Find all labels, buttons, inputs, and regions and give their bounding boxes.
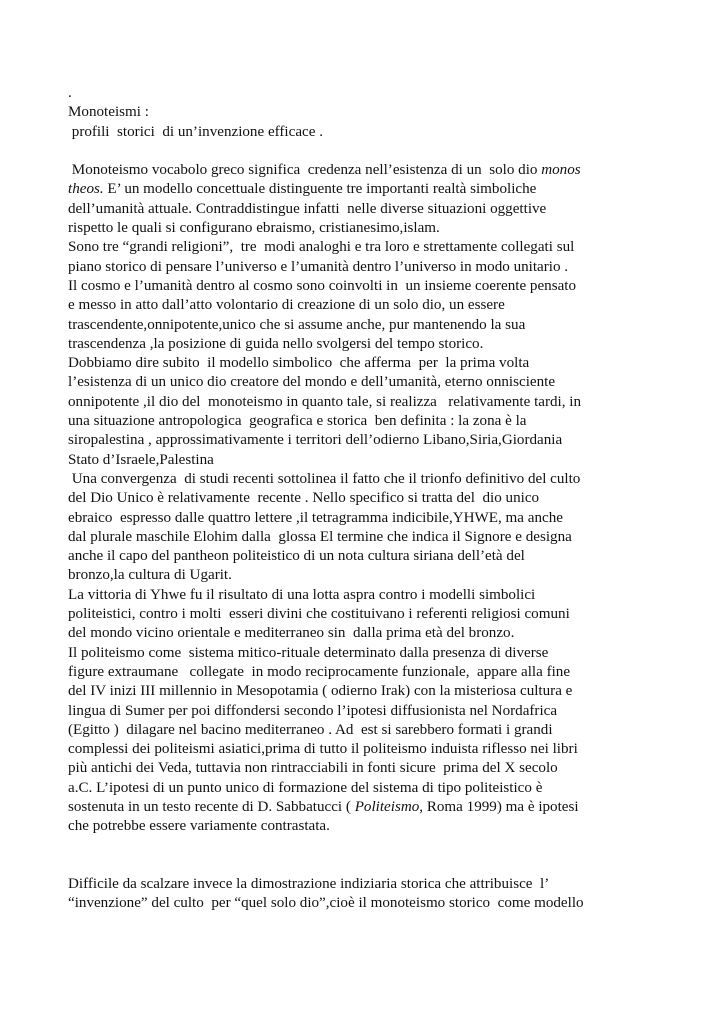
paragraph-line: Il politeismo come sistema mitico-rituale determinato dalla presenza di diverse: [68, 644, 549, 661]
paragraph-line: dell’umanità attuale. Contraddistingue infatti nelle diverse situazioni oggettive: [68, 200, 547, 217]
paragraph-line: trascendente,onnipotente,unico che si assume anche, pur mantenendo la sua: [68, 316, 526, 333]
paragraph-line: anche il capo del pantheon politeistico di un nota cultura siriana dell’età del: [68, 548, 525, 565]
italic-term: monos: [541, 162, 581, 179]
paragraph-line: e messo in atto dall’atto volontario di creazione di un solo dio, un essere: [68, 297, 505, 314]
paragraph-line: La vittoria di Yhwe fu il risultato di una lotta aspra contro i modelli simbolici: [68, 586, 536, 603]
paragraph-4: [68, 470, 668, 586]
document-subtitle: profili storici di un’invenzione efficace .: [68, 123, 323, 140]
leading-dot: .: [68, 85, 72, 101]
paragraph-line: Stato d’Israele,Palestina: [68, 451, 214, 468]
paragraph-line: del IV inizi III millennio in Mesopotamia ( odierno Irak) con la misteriosa cultura e: [68, 683, 573, 700]
paragraph-line: Il cosmo e l’umanità dentro al cosmo sono coinvolti in un insieme coerente pensato: [68, 277, 577, 294]
text-run: Roma 1999) ma è ipotesi: [423, 798, 579, 815]
paragraph-line: [68, 180, 668, 199]
paragraph-line: più antichi dei Veda, tuttavia non rintracciabili in fonti sicure prima del X secolo: [68, 760, 558, 777]
spacer: [68, 837, 668, 876]
paragraph-line: politeistici, contro i molti esseri divini che costituivano i referenti religiosi comuni: [68, 606, 570, 623]
text-run: Monoteismo vocabolo greco significa credenza nell’esistenza di un solo dio: [68, 162, 542, 179]
paragraph-2: [68, 238, 668, 354]
paragraph-line: lingua di Sumer per poi diffondersi secondo l’ipotesi diffusionista nel Nordafrica: [68, 702, 558, 719]
paragraph-line: Sono tre “grandi religioni”, tre modi analoghi e tra loro e strettamente collegati sul: [68, 239, 575, 256]
document-title: Monoteismi :: [68, 104, 149, 121]
paragraph-line: [68, 161, 668, 180]
paragraph-line: che potrebbe essere variamente contrastata.: [68, 818, 330, 835]
paragraph-line: (Egitto ) dilagare nel bacino mediterraneo . Ad est si sarebbero formati i grandi: [68, 721, 553, 738]
paragraph-line: del mondo vicino orientale e mediterraneo sin dalla prima età del bronzo.: [68, 625, 515, 642]
paragraph-line: complessi dei politeismi asiatici,prima di tutto il politeismo induista riflesso nei libri: [68, 741, 578, 758]
text-run: E’ un modello concettuale distinguente tre importanti realtà simboliche: [103, 181, 537, 198]
paragraph-line: figure extraumane collegate in modo reciprocamente funzionale, appare alla fine: [68, 663, 571, 680]
paragraph-line: Difficile da scalzare invece la dimostrazione indiziaria storica che attribuisce l’: [68, 876, 550, 893]
paragraph-line: a.C. L’ipotesi di un punto unico di formazione del sistema di tipo politeistico è: [68, 779, 543, 796]
paragraph-line: ebraico espresso dalle quattro lettere ,il tetragramma indicibile,YHWE, ma anche: [68, 509, 563, 526]
paragraph-line: bronzo,la cultura di Ugarit.: [68, 567, 232, 584]
paragraph-6: [68, 644, 668, 837]
spacer: [68, 142, 668, 161]
paragraph-1: [68, 161, 668, 238]
text-run: sostenuta in un testo recente di D. Sabbatucci (: [68, 798, 355, 815]
paragraph-3: [68, 354, 668, 470]
document-page: [68, 84, 668, 914]
paragraph-line: [68, 798, 668, 817]
paragraph-line: “invenzione” del culto per “quel solo dio”,cioè il monoteismo storico come modello: [68, 895, 584, 912]
paragraph-line: del Dio Unico è relativamente recente . Nello specifico si tratta del dio unico: [68, 490, 540, 507]
paragraph-line: l’esistenza di un unico dio creatore del mondo e dell’umanità, eterno onnisciente: [68, 374, 556, 391]
paragraph-line: siropalestina , approssimativamente i territori dell’odierno Libano,Siria,Giordania: [68, 432, 563, 449]
paragraph-line: Dobbiamo dire subito il modello simbolico che afferma per la prima volta: [68, 355, 530, 372]
paragraph-5: [68, 586, 668, 644]
paragraph-line: trascendenza ,la posizione di guida nello svolgersi del tempo storico.: [68, 335, 484, 352]
paragraph-7: [68, 875, 668, 914]
italic-book-title: Politeismo,: [354, 798, 424, 815]
paragraph-line: dal plurale maschile Elohim dalla glossa El termine che indica il Signore e designa: [68, 528, 572, 545]
italic-term: theos.: [68, 181, 104, 198]
paragraph-line: rispetto le quali si configurano ebraismo, cristianesimo,islam.: [68, 220, 440, 237]
paragraph-line: piano storico di pensare l’universo e l’umanità dentro l’universo in modo unitario .: [68, 258, 569, 275]
paragraph-line: onnipotente ,il dio del monoteismo in quanto tale, si realizza relativamente tardi, in: [68, 393, 582, 410]
paragraph-line: Una convergenza di studi recenti sottolinea il fatto che il trionfo definitivo del culto: [68, 470, 581, 487]
paragraph-line: una situazione antropologica geografica e storica ben definita : la zona è la: [68, 413, 527, 430]
